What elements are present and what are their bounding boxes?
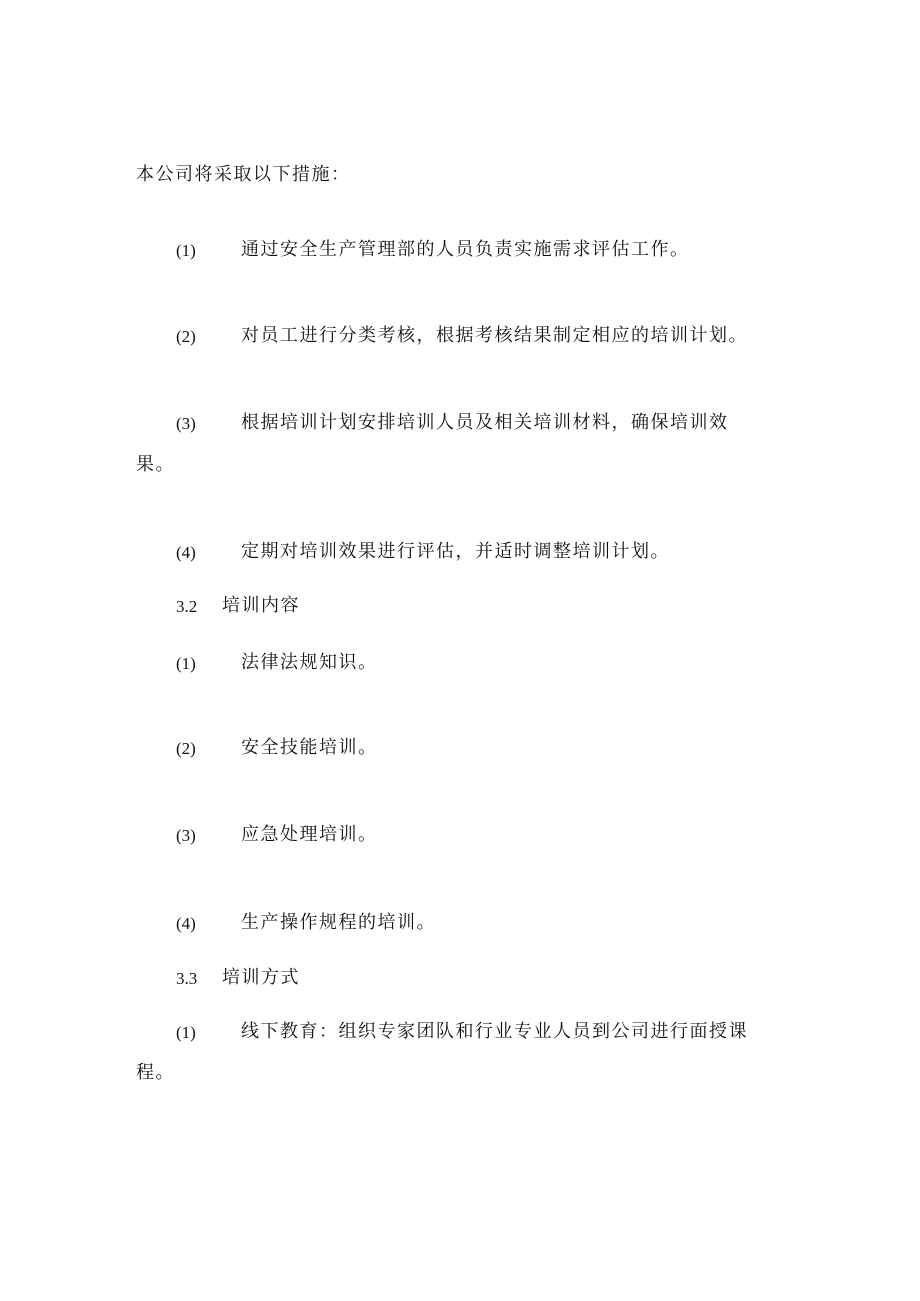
section-3-3-title: 培训方式: [222, 967, 300, 988]
measure-3-continuation: 果。: [136, 454, 175, 475]
section-3-2-title: 培训内容: [222, 595, 300, 616]
content-1-text: 法律法规知识。: [241, 652, 378, 673]
measure-3-text: 根据培训计划安排培训人员及相关培训材料，确保培训效: [241, 412, 729, 433]
measure-1-number: (1): [176, 241, 196, 260]
measure-2-number: (2): [176, 327, 196, 346]
measure-2-text: 对员工进行分类考核，根据考核结果制定相应的培训计划。: [241, 325, 748, 346]
section-3-2-number: 3.2: [176, 597, 198, 616]
content-4-text: 生产操作规程的培训。: [241, 912, 436, 933]
content-2-text: 安全技能培训。: [241, 737, 378, 758]
measure-4-text: 定期对培训效果进行评估，并适时调整培训计划。: [241, 541, 670, 562]
content-2-number: (2): [176, 739, 196, 758]
content-3-text: 应急处理培训。: [241, 824, 378, 845]
intro-paragraph: 本公司将采取以下措施：: [136, 164, 351, 185]
measure-1-text: 通过安全生产管理部的人员负责实施需求评估工作。: [241, 239, 690, 260]
method-1-number: (1): [176, 1023, 196, 1042]
content-1-number: (1): [176, 654, 196, 673]
method-1-text: 线下教育：组织专家团队和行业专业人员到公司进行面授课: [241, 1021, 748, 1042]
measure-4-number: (4): [176, 543, 196, 562]
measure-3-number: (3): [176, 414, 196, 433]
content-4-number: (4): [176, 914, 196, 933]
method-1-continuation: 程。: [136, 1062, 175, 1083]
content-3-number: (3): [176, 826, 196, 845]
section-3-3-number: 3.3: [176, 969, 198, 988]
